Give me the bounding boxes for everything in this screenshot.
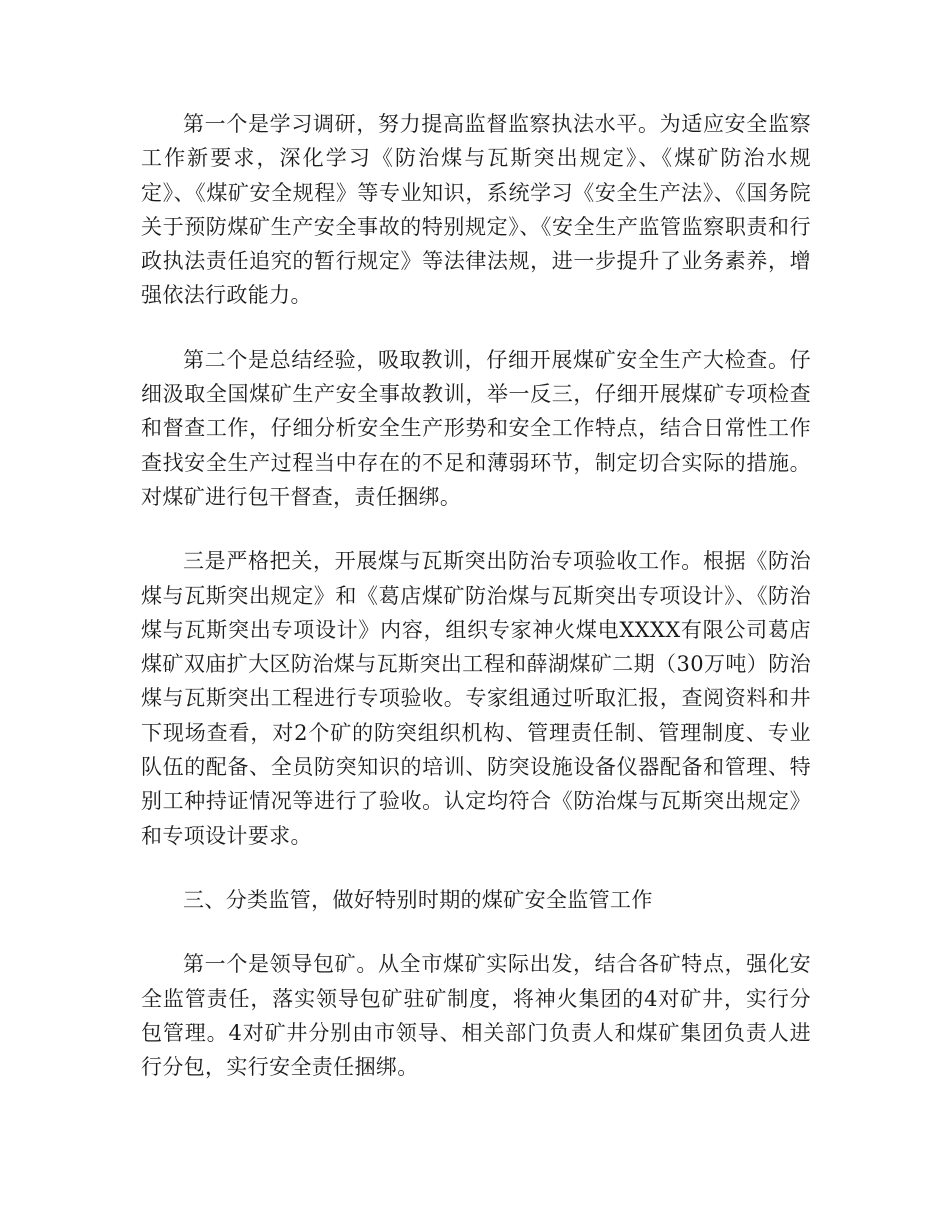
document-page: [141, 107, 811, 1114]
paragraph-gas-outburst-acceptance: 三是严格把关，开展煤与瓦斯突出防治专项验收工作。根据《防治煤与瓦斯突出规定》和《葛店煤矿防治煤与瓦斯突出专项设计》、《防治煤与瓦斯突出专项设计》内容，组织专家神火煤电XXXX有限公司葛店煤矿双庙扩大区防治煤与瓦斯突出工程和薛湖煤矿二期（30万吨）防治煤与瓦斯突出工程进行专项验收。专家组通过听取汇报，查阅资料和井下现场查看，对2个矿的防突组织机构、管理责任制、管理制度、专业队伍的配备、全员防突知识的培训、防突设施设备仪器配备和管理、特别工种持证情况等进行了验收。认定均符合《防治煤与瓦斯突出规定》和专项设计要求。: [141, 549, 811, 848]
paragraph-leader-mine-contract: 第一个是领导包矿。从全市煤矿实际出发，结合各矿特点，强化安全监管责任，落实领导包矿驻矿制度，将神火集团的4对矿井，实行分包管理。4对矿井分别由市领导、相关部门负责人和煤矿集团负责人进行分包，实行安全责任捆绑。: [141, 952, 811, 1080]
section-heading-classified-supervision: 三、分类监管，做好特别时期的煤矿安全监管工作: [183, 887, 653, 912]
paragraph-inspection: 第二个是总结经验，吸取教训，仔细开展煤矿安全生产大检查。仔细汲取全国煤矿生产安全事故教训，举一反三，仔细开展煤矿专项检查和督查工作，仔细分析安全生产形势和安全工作特点，结合日常性工作查找安全生产过程当中存在的不足和薄弱环节，制定切合实际的措施。对煤矿进行包干督查，责任捆绑。: [141, 347, 811, 509]
paragraph-study-research: 第一个是学习调研，努力提高监督监察执法水平。为适应安全监察工作新要求，深化学习《防治煤与瓦斯突出规定》、《煤矿防治水规定》、《煤矿安全规程》等专业知识，系统学习《安全生产法》、《国务院关于预防煤矿生产安全事故的特别规定》、《安全生产监管监察职责和行政执法责任追究的暂行规定》等法律法规，进一步提升了业务素养，增强依法行政能力。: [141, 112, 811, 308]
